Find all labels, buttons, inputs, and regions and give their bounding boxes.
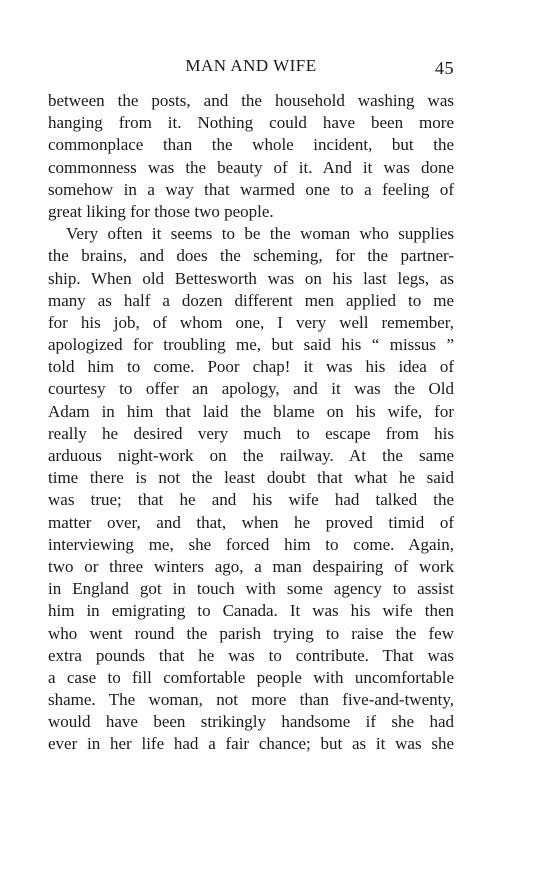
text-line: matter over, and that, when he proved timid of bbox=[48, 512, 454, 532]
text-line: who went round the parish trying to raise the few bbox=[48, 623, 454, 643]
text-line: commonness was the beauty of it. And it was done bbox=[48, 157, 454, 177]
text-line: was true; that he and his wife had talked the bbox=[48, 490, 454, 510]
text-line: interviewing me, she forced him to come. Again, bbox=[48, 534, 454, 554]
text-line: would have been strikingly handsome if she had bbox=[48, 712, 454, 732]
text-line: great liking for those two people. bbox=[48, 201, 274, 221]
text-line: courtesy to offer an apology, and it was the Old bbox=[48, 379, 454, 399]
text-line: extra pounds that he was to contribute. That was bbox=[48, 645, 454, 665]
text-line: two or three winters ago, a man despairing of work bbox=[48, 556, 454, 576]
running-title: MAN AND WIFE bbox=[185, 56, 317, 75]
text-line: Very often it seems to be the woman who supplies bbox=[66, 224, 454, 244]
text-line: shame. The woman, not more than five-and-twenty, bbox=[48, 690, 454, 710]
text-line: arduous night-work on the railway. At the same bbox=[48, 446, 454, 465]
text-line: commonplace than the whole incident, but the bbox=[48, 135, 454, 155]
text-line: really he desired very much to escape from his bbox=[48, 423, 454, 443]
text-line: ship. When old Bettesworth was on his last legs, as bbox=[48, 268, 454, 288]
text-line: a case to fill comfortable people with uncomfortable bbox=[48, 667, 454, 687]
text-line: time there is not the least doubt that what he said bbox=[48, 468, 454, 488]
running-head bbox=[48, 56, 454, 80]
body-text bbox=[48, 90, 454, 756]
text-line: Adam in him that laid the blame on his wife, for bbox=[48, 401, 454, 421]
text-line: the brains, and does the scheming, for the partner- bbox=[48, 246, 454, 266]
page-number: 45 bbox=[435, 58, 454, 78]
text-line: ever in her life had a fair chance; but as it was she bbox=[48, 734, 454, 754]
text-line: in England got in touch with some agency to assist bbox=[48, 579, 454, 599]
text-line: for his job, of whom one, I very well remember, bbox=[48, 312, 454, 332]
paragraph-2 bbox=[48, 223, 454, 756]
text-line: between the posts, and the household washing was bbox=[48, 91, 454, 110]
text-line: him in emigrating to Canada. It was his wife then bbox=[48, 601, 454, 621]
text-line: many as half a dozen different men applied to me bbox=[48, 290, 454, 310]
text-line: told him to come. Poor chap! it was his idea of bbox=[48, 357, 454, 377]
text-line: hanging from it. Nothing could have been more bbox=[48, 113, 454, 133]
paragraph-1 bbox=[48, 90, 454, 223]
text-line: apologized for troubling me, but said his “ missus ” bbox=[48, 335, 454, 355]
text-line: somehow in a way that warmed one to a feeling of bbox=[48, 179, 454, 199]
